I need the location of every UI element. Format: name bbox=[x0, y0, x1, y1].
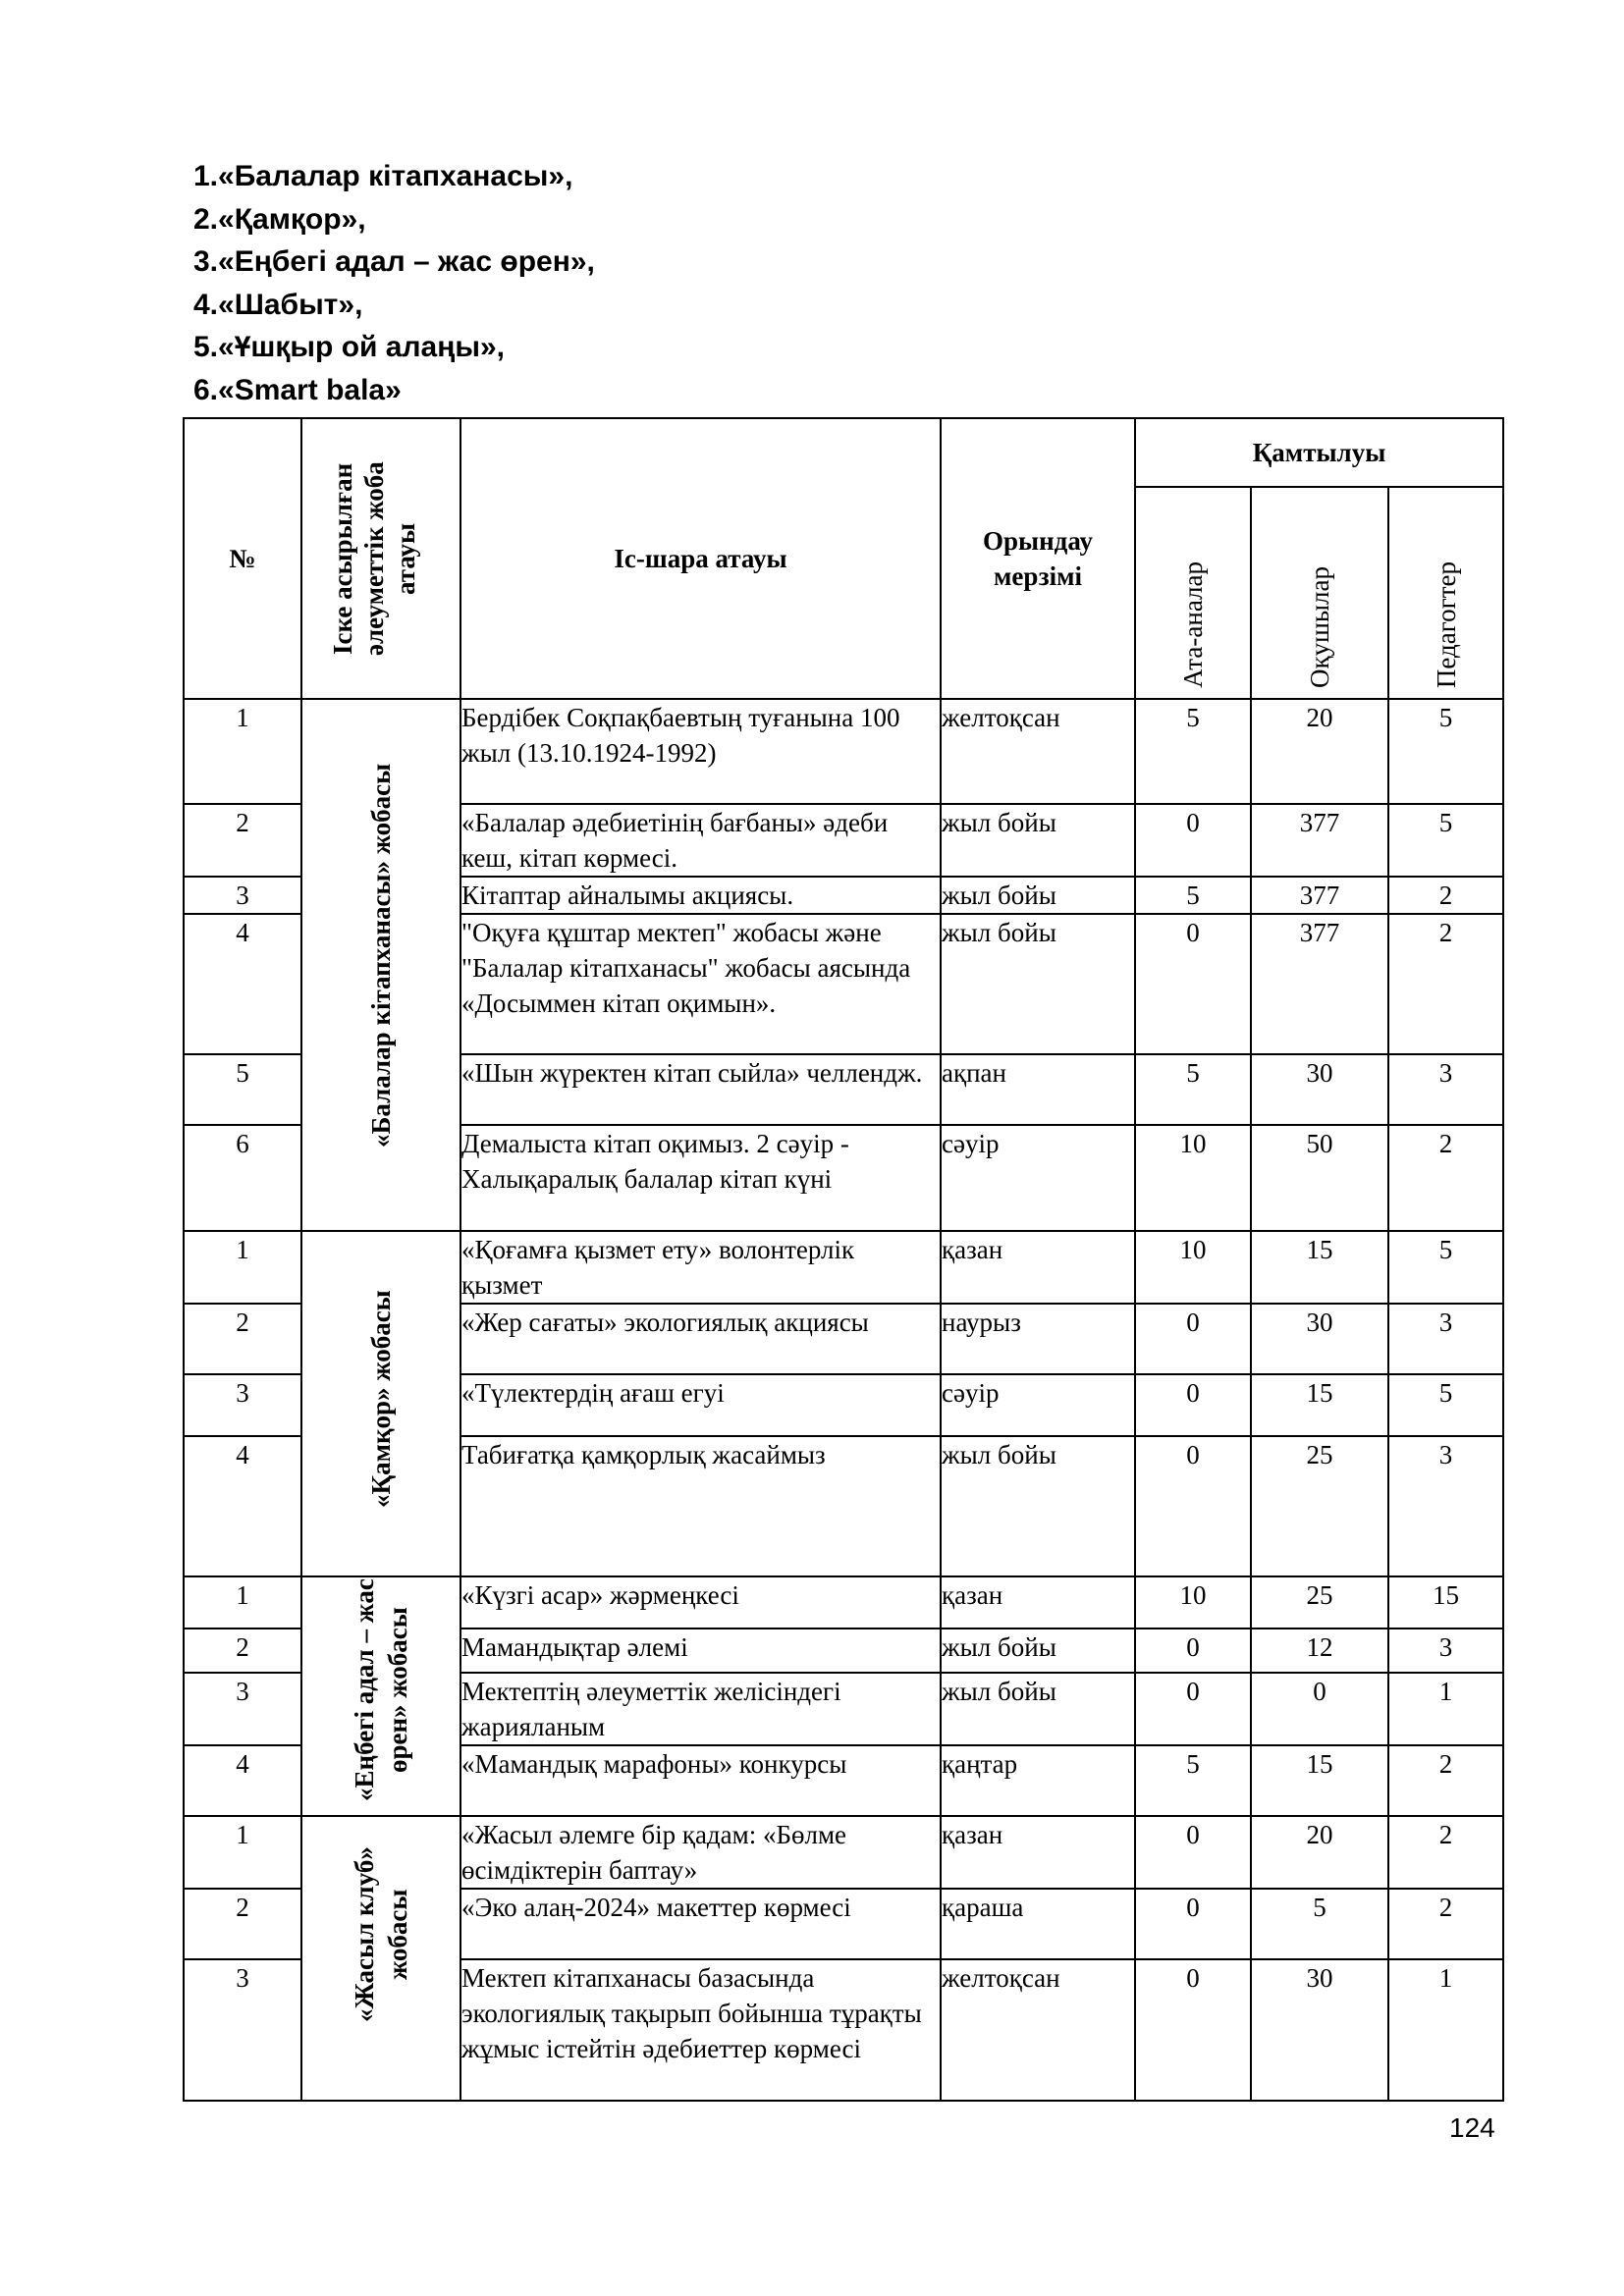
header-term bbox=[941, 418, 1135, 699]
header-teachers bbox=[1388, 487, 1503, 699]
teachers-count: 5 bbox=[1388, 804, 1503, 877]
teachers-count: 5 bbox=[1388, 1231, 1503, 1304]
students-count: 25 bbox=[1251, 1576, 1388, 1629]
row-number: 3 bbox=[184, 1959, 301, 2101]
teachers-count: 3 bbox=[1388, 1629, 1503, 1673]
row-number: 4 bbox=[184, 914, 301, 1054]
event-term: сәуір bbox=[941, 1374, 1135, 1436]
project-list-item: 4.«Шабыт», bbox=[193, 288, 363, 321]
event-name: Бердібек Соқпақбаевтың туғанына 100 жыл (13.10.1924-1992) bbox=[460, 699, 941, 804]
project-cell bbox=[301, 1576, 460, 1816]
row-number: 2 bbox=[184, 1629, 301, 1673]
teachers-count: 1 bbox=[1388, 1959, 1503, 2101]
parents-count: 0 bbox=[1135, 1629, 1251, 1673]
students-count: 15 bbox=[1251, 1374, 1388, 1436]
row-number: 1 bbox=[184, 1816, 301, 1889]
row-number: 1 bbox=[184, 1576, 301, 1629]
events-table bbox=[183, 417, 1504, 2102]
event-term: наурыз bbox=[941, 1304, 1135, 1374]
parents-count: 5 bbox=[1135, 699, 1251, 804]
project-name: «Еңбегі адал – жас өрен» жобасы bbox=[350, 1578, 412, 1802]
teachers-count: 2 bbox=[1388, 1125, 1503, 1231]
row-number: 1 bbox=[184, 699, 301, 804]
header-students bbox=[1251, 487, 1388, 699]
event-term: жыл бойы bbox=[941, 804, 1135, 877]
table-row bbox=[184, 1576, 1503, 1629]
header-number: № bbox=[184, 418, 301, 699]
row-number: 3 bbox=[184, 1673, 301, 1745]
table-row bbox=[184, 699, 1503, 804]
header-event: Іс-шара атауы bbox=[460, 418, 941, 699]
header-project-label: Іске асырылған әлеуметтік жоба атауы bbox=[328, 461, 420, 656]
row-number: 2 bbox=[184, 1304, 301, 1374]
event-term: жыл бойы bbox=[941, 1436, 1135, 1576]
event-name: «Мамандық марафоны» конкурсы bbox=[460, 1745, 941, 1816]
event-term: қазан bbox=[941, 1576, 1135, 1629]
project-list-item: 1.«Балалар кітапханасы», bbox=[193, 160, 573, 192]
students-count: 15 bbox=[1251, 1231, 1388, 1304]
row-number: 2 bbox=[184, 1889, 301, 1959]
parents-count: 10 bbox=[1135, 1125, 1251, 1231]
students-count: 12 bbox=[1251, 1629, 1388, 1673]
project-list-item: 5.«Ұшқыр ой алаңы», bbox=[193, 331, 505, 363]
parents-count: 5 bbox=[1135, 1745, 1251, 1816]
event-name: Мамандықтар әлемі bbox=[460, 1629, 941, 1673]
row-number: 3 bbox=[184, 877, 301, 914]
event-term: жыл бойы bbox=[941, 1673, 1135, 1745]
teachers-count: 3 bbox=[1388, 1436, 1503, 1576]
row-number: 1 bbox=[184, 1231, 301, 1304]
event-name: Мектеп кітапханасы базасында экологиялық тақырып бойынша тұрақты жұмыс істейтін әдебиеттер көрмесі bbox=[460, 1959, 941, 2101]
students-count: 377 bbox=[1251, 804, 1388, 877]
event-term: қазан bbox=[941, 1231, 1135, 1304]
project-list-item: 3.«Еңбегі адал – жас өрен», bbox=[193, 245, 595, 278]
students-count: 25 bbox=[1251, 1436, 1388, 1576]
row-number: 3 bbox=[184, 1374, 301, 1436]
parents-count: 0 bbox=[1135, 1889, 1251, 1959]
event-name: «Қоғамға қызмет ету» волонтерлік қызмет bbox=[460, 1231, 941, 1304]
students-count: 0 bbox=[1251, 1673, 1388, 1745]
teachers-count: 5 bbox=[1388, 699, 1503, 804]
table-row bbox=[184, 1816, 1503, 1889]
parents-count: 0 bbox=[1135, 914, 1251, 1054]
teachers-count: 15 bbox=[1388, 1576, 1503, 1629]
event-term: қазан bbox=[941, 1816, 1135, 1889]
event-name: «Жасыл әлемге бір қадам: «Бөлме өсімдіктерін баптау» bbox=[460, 1816, 941, 1889]
teachers-count: 2 bbox=[1388, 877, 1503, 914]
event-term: жыл бойы bbox=[941, 877, 1135, 914]
header-term-label: Орындау мерзімі bbox=[983, 526, 1093, 591]
event-term: сәуір bbox=[941, 1125, 1135, 1231]
event-name: «Күзгі асар» жәрмеңкесі bbox=[460, 1576, 941, 1629]
students-count: 15 bbox=[1251, 1745, 1388, 1816]
students-count: 20 bbox=[1251, 699, 1388, 804]
teachers-count: 5 bbox=[1388, 1374, 1503, 1436]
parents-count: 10 bbox=[1135, 1231, 1251, 1304]
row-number: 5 bbox=[184, 1054, 301, 1125]
teachers-count: 3 bbox=[1388, 1304, 1503, 1374]
parents-count: 10 bbox=[1135, 1576, 1251, 1629]
students-count: 20 bbox=[1251, 1816, 1388, 1889]
teachers-count: 2 bbox=[1388, 1816, 1503, 1889]
event-name: Табиғатқа қамқорлық жасаймыз bbox=[460, 1436, 941, 1576]
parents-count: 5 bbox=[1135, 1054, 1251, 1125]
event-name: «Эко алаң-2024» макеттер көрмесі bbox=[460, 1889, 941, 1959]
teachers-count: 2 bbox=[1388, 1889, 1503, 1959]
header-parents bbox=[1135, 487, 1251, 699]
header-project bbox=[301, 418, 460, 699]
project-name: «Жасыл клуб» жобасы bbox=[350, 1846, 412, 2023]
row-number: 6 bbox=[184, 1125, 301, 1231]
header-parents-label: Ата-аналар bbox=[1178, 561, 1208, 688]
project-name: «Қамқор» жобасы bbox=[366, 1290, 396, 1508]
students-count: 30 bbox=[1251, 1054, 1388, 1125]
event-term: жыл бойы bbox=[941, 1629, 1135, 1673]
event-term: ақпан bbox=[941, 1054, 1135, 1125]
event-name: «Балалар әдебиетінің бағбаны» әдеби кеш, кітап көрмесі. bbox=[460, 804, 941, 877]
students-count: 50 bbox=[1251, 1125, 1388, 1231]
event-name: «Түлектердің ағаш егуі bbox=[460, 1374, 941, 1436]
event-term: желтоқсан bbox=[941, 699, 1135, 804]
parents-count: 0 bbox=[1135, 804, 1251, 877]
teachers-count: 2 bbox=[1388, 914, 1503, 1054]
students-count: 377 bbox=[1251, 877, 1388, 914]
project-cell bbox=[301, 1816, 460, 2101]
teachers-count: 2 bbox=[1388, 1745, 1503, 1816]
parents-count: 0 bbox=[1135, 1436, 1251, 1576]
students-count: 30 bbox=[1251, 1959, 1388, 2101]
project-list-item: 2.«Қамқор», bbox=[193, 202, 366, 236]
row-number: 4 bbox=[184, 1436, 301, 1576]
event-term: қаңтар bbox=[941, 1745, 1135, 1816]
event-name: Мектептің әлеуметтік желісіндегі жарияланым bbox=[460, 1673, 941, 1745]
row-number: 2 bbox=[184, 804, 301, 877]
event-name: «Шын жүректен кітап сыйла» челлендж. bbox=[460, 1054, 941, 1125]
event-term: қараша bbox=[941, 1889, 1135, 1959]
header-students-label: Оқушылар bbox=[1305, 565, 1334, 688]
event-name: Демалыста кітап оқимыз. 2 сәуір - Халықаралық балалар кітап күні bbox=[460, 1125, 941, 1231]
row-number: 4 bbox=[184, 1745, 301, 1816]
event-name: "Оқуға құштар мектеп" жобасы және "Балалар кітапханасы" жобасы аясында «Досыммен кітап оқимын». bbox=[460, 914, 941, 1054]
parents-count: 0 bbox=[1135, 1673, 1251, 1745]
parents-count: 0 bbox=[1135, 1304, 1251, 1374]
project-list-item: 6.«Smart bala» bbox=[193, 373, 402, 406]
project-list bbox=[193, 155, 595, 411]
students-count: 5 bbox=[1251, 1889, 1388, 1959]
parents-count: 0 bbox=[1135, 1959, 1251, 2101]
header-coverage: Қамтылуы bbox=[1135, 418, 1503, 487]
parents-count: 0 bbox=[1135, 1816, 1251, 1889]
parents-count: 5 bbox=[1135, 877, 1251, 914]
project-cell bbox=[301, 1231, 460, 1576]
event-name: «Жер сағаты» экологиялық акциясы bbox=[460, 1304, 941, 1374]
project-cell bbox=[301, 699, 460, 1231]
students-count: 377 bbox=[1251, 914, 1388, 1054]
parents-count: 0 bbox=[1135, 1374, 1251, 1436]
project-name: «Балалар кітапханасы» жобасы bbox=[366, 763, 396, 1148]
teachers-count: 3 bbox=[1388, 1054, 1503, 1125]
header-teachers-label: Педагогтер bbox=[1431, 561, 1461, 688]
event-term: жыл бойы bbox=[941, 914, 1135, 1054]
event-name: Кітаптар айналымы акциясы. bbox=[460, 877, 941, 914]
teachers-count: 1 bbox=[1388, 1673, 1503, 1745]
event-term: желтоқсан bbox=[941, 1959, 1135, 2101]
table-row bbox=[184, 1231, 1503, 1304]
students-count: 30 bbox=[1251, 1304, 1388, 1374]
page-number: 124 bbox=[1449, 2112, 1495, 2143]
